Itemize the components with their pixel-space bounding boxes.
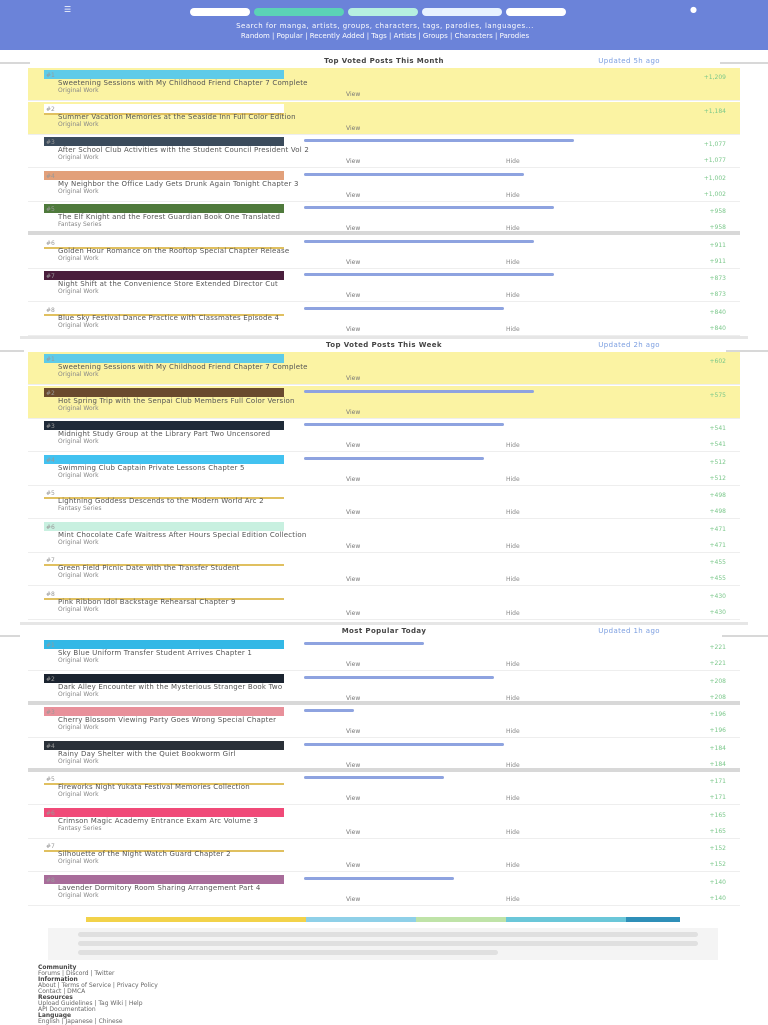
post-title[interactable]: Mint Chocolate Cafe Waitress After Hours Special Edition Collection: [58, 530, 307, 539]
post-title[interactable]: Summer Vacation Memories at the Seaside Inn Full Color Edition: [58, 112, 296, 121]
post-row[interactable]: [28, 806, 740, 839]
view-button[interactable]: View: [346, 761, 361, 769]
vote-score-secondary[interactable]: +196: [709, 727, 726, 734]
tag-color-bar: [86, 917, 680, 922]
vote-score-secondary[interactable]: +471: [709, 541, 726, 549]
nav-links[interactable]: Random | Popular | Recently Added | Tags | Artists | Groups | Characters | Parodies: [240, 32, 530, 40]
footer-links[interactable]: Contact | DMCA: [38, 988, 86, 995]
vote-score-secondary[interactable]: +541: [709, 441, 726, 448]
hide-button[interactable]: Hide: [506, 728, 520, 735]
footer-links[interactable]: English | Japanese | Chinese: [38, 1018, 123, 1025]
tag-link-bar[interactable]: [304, 206, 554, 209]
hide-button[interactable]: Hide: [506, 694, 520, 702]
post-rank: #7: [46, 843, 55, 850]
hide-button[interactable]: Hide: [506, 191, 520, 199]
post-rank: #5: [46, 206, 55, 213]
vote-score[interactable]: +140: [709, 878, 726, 886]
tag-link-bar[interactable]: [304, 642, 424, 645]
post-row[interactable]: [28, 453, 740, 486]
post-category[interactable]: Original Work: [58, 690, 99, 698]
hide-button[interactable]: Hide: [506, 292, 520, 299]
post-thumbnail[interactable]: [44, 875, 284, 884]
footer-links[interactable]: Forums | Discord | Twitter: [38, 970, 115, 977]
vote-score-secondary[interactable]: +430: [709, 608, 726, 616]
post-rank: #8: [46, 876, 55, 884]
logo-shape: [190, 8, 250, 16]
section-title: [28, 340, 740, 350]
footer-heading: Resources: [38, 994, 73, 1001]
post-rank: #7: [46, 557, 55, 564]
vote-score[interactable]: +196: [709, 711, 726, 718]
post-rank: #4: [46, 742, 55, 750]
post-thumbnail[interactable]: [44, 354, 284, 363]
view-button[interactable]: View: [346, 694, 361, 702]
vote-score[interactable]: +1,002: [703, 174, 726, 182]
hide-button[interactable]: Hide: [506, 258, 520, 266]
tag-color-segment: [506, 917, 626, 922]
post-category[interactable]: Fantasy Series: [58, 824, 102, 832]
tag-link-bar[interactable]: [304, 877, 454, 880]
view-button[interactable]: View: [346, 795, 361, 802]
post-rank: #2: [46, 389, 55, 397]
vote-score[interactable]: +455: [709, 559, 726, 566]
post-thumbnail[interactable]: [44, 674, 284, 683]
post-category[interactable]: Original Work: [58, 154, 99, 161]
post-thumbnail[interactable]: [44, 137, 284, 146]
section-divider: [20, 622, 748, 625]
post-title[interactable]: Sweetening Sessions with My Childhood Friend Chapter 7 Complete: [58, 79, 308, 87]
tag-link-bar[interactable]: [304, 743, 504, 746]
post-title[interactable]: The Elf Knight and the Forest Guardian Book One Translated: [58, 213, 281, 221]
post-thumbnail[interactable]: [44, 204, 284, 213]
footer-heading: Language: [38, 1012, 72, 1019]
post-title[interactable]: Rainy Day Shelter with the Quiet Bookworm Girl: [58, 749, 236, 758]
vote-score-secondary[interactable]: +165: [709, 827, 726, 835]
view-button[interactable]: View: [346, 576, 361, 583]
logo-shape: [348, 8, 418, 16]
logo-shape: [422, 8, 502, 16]
post-rank: #7: [46, 273, 55, 280]
view-button[interactable]: View: [346, 191, 361, 199]
vote-score[interactable]: +840: [709, 308, 726, 316]
vote-score[interactable]: +575: [709, 391, 726, 399]
post-title[interactable]: Dark Alley Encounter with the Mysterious Stranger Book Two: [58, 682, 283, 691]
view-button[interactable]: View: [346, 609, 361, 617]
post-thumbnail[interactable]: [44, 455, 284, 464]
post-row[interactable]: [28, 839, 740, 872]
vote-score-secondary[interactable]: +1,002: [703, 190, 726, 198]
vote-score[interactable]: +430: [709, 592, 726, 600]
post-rank: #4: [46, 172, 55, 180]
post-rank: #3: [46, 423, 55, 430]
post-row[interactable]: [28, 672, 740, 705]
post-thumbnail[interactable]: [44, 640, 284, 649]
footer-heading: Information: [38, 976, 78, 983]
view-button[interactable]: View: [346, 828, 361, 836]
vote-score[interactable]: +498: [709, 492, 726, 499]
hide-button[interactable]: Hide: [506, 509, 520, 516]
post-rank: #5: [46, 776, 55, 783]
view-button[interactable]: View: [346, 475, 361, 483]
post-category[interactable]: Original Work: [58, 757, 99, 765]
tag-color-segment: [626, 917, 680, 922]
post-title[interactable]: Lightning Goddess Descends to the Modern World Arc 2: [58, 497, 264, 505]
section-updated: Updated 5h ago: [598, 57, 660, 65]
post-thumbnail[interactable]: [44, 808, 284, 817]
post-thumbnail[interactable]: [44, 522, 284, 531]
view-button[interactable]: View: [346, 375, 361, 382]
section-updated: Updated 2h ago: [598, 341, 660, 349]
post-title[interactable]: Sweetening Sessions with My Childhood Friend Chapter 7 Complete: [58, 363, 308, 371]
view-button[interactable]: View: [346, 895, 361, 903]
hide-button[interactable]: Hide: [506, 158, 520, 165]
tag-row[interactable]: [78, 941, 698, 946]
post-rank: #8: [46, 306, 55, 314]
post-row[interactable]: [28, 587, 740, 620]
hide-button[interactable]: Hide: [506, 576, 520, 583]
search-hint[interactable]: Search for manga, artists, groups, characters, tags, parodies, languages...: [236, 22, 534, 30]
post-category[interactable]: Original Work: [58, 321, 99, 329]
tag-color-segment: [306, 917, 416, 922]
view-button[interactable]: View: [346, 862, 361, 869]
post-title[interactable]: Sky Blue Uniform Transfer Student Arrives Chapter 1: [58, 649, 253, 657]
post-row[interactable]: [28, 386, 740, 419]
hide-button[interactable]: Hide: [506, 225, 520, 232]
post-rank: #1: [46, 72, 55, 79]
view-button[interactable]: View: [346, 292, 361, 299]
post-rank: #3: [46, 139, 55, 146]
post-category[interactable]: Original Work: [58, 538, 99, 546]
vote-score[interactable]: +165: [709, 811, 726, 819]
post-title[interactable]: Green Field Picnic Date with the Transfer Student: [58, 564, 240, 572]
post-category[interactable]: Original Work: [58, 791, 99, 798]
post-row[interactable]: [28, 169, 740, 202]
hide-button[interactable]: Hide: [506, 828, 520, 836]
tag-link-bar[interactable]: [304, 307, 504, 310]
post-rank: #2: [46, 675, 55, 683]
post-title[interactable]: Hot Spring Trip with the Senpai Club Members Full Color Version: [58, 396, 295, 405]
post-rank: #3: [46, 709, 55, 716]
post-title[interactable]: Night Shift at the Convenience Store Extended Director Cut: [58, 280, 278, 288]
post-row[interactable]: [28, 520, 740, 553]
vote-score[interactable]: +958: [709, 208, 726, 215]
post-rank: #6: [46, 523, 55, 531]
vote-score[interactable]: +1,077: [703, 141, 726, 148]
side-decoration: [0, 350, 24, 352]
hide-button[interactable]: Hide: [506, 895, 520, 903]
side-decoration: [726, 350, 768, 352]
tag-link-bar[interactable]: [304, 776, 444, 779]
post-rank: #8: [46, 590, 55, 598]
post-row[interactable]: [28, 873, 740, 906]
vote-score-secondary[interactable]: +455: [709, 575, 726, 582]
vote-score-secondary[interactable]: +958: [709, 224, 726, 231]
hide-button[interactable]: Hide: [506, 325, 520, 333]
vote-score[interactable]: +1,184: [703, 107, 726, 115]
post-row[interactable]: [28, 419, 740, 452]
section-updated: Updated 1h ago: [598, 627, 660, 635]
post-thumbnail[interactable]: [44, 388, 284, 397]
hide-button[interactable]: Hide: [506, 795, 520, 802]
section-title: [28, 56, 740, 66]
section-title: [28, 626, 740, 636]
post-thumbnail[interactable]: [44, 741, 284, 750]
hide-button[interactable]: Hide: [506, 609, 520, 617]
post-category[interactable]: Original Work: [58, 471, 99, 479]
post-category[interactable]: Original Work: [58, 371, 99, 378]
view-button[interactable]: View: [346, 442, 361, 449]
post-title[interactable]: After School Club Activities with the Student Council President Vol 2: [58, 146, 309, 154]
vote-score-secondary[interactable]: +512: [709, 474, 726, 482]
vote-score[interactable]: +152: [709, 845, 726, 852]
tag-link-bar[interactable]: [304, 139, 574, 142]
tag-color-segment: [416, 917, 506, 922]
menu-icon[interactable]: ☰: [64, 5, 72, 14]
vote-score[interactable]: +541: [709, 425, 726, 432]
tag-link-bar[interactable]: [304, 676, 494, 679]
popular-tags-panel: [48, 928, 718, 960]
post-category[interactable]: Original Work: [58, 288, 99, 295]
vote-score[interactable]: +184: [709, 744, 726, 752]
post-category[interactable]: Original Work: [58, 87, 99, 94]
post-row[interactable]: [28, 486, 740, 519]
section-title-text: Top Voted Posts This Week: [326, 341, 442, 349]
footer-links[interactable]: About | Terms of Service | Privacy Policy: [38, 982, 158, 989]
post-row[interactable]: [28, 303, 740, 336]
post-rank: #5: [46, 490, 55, 497]
section-divider: [20, 336, 748, 339]
tag-link-bar[interactable]: [304, 709, 354, 712]
footer-heading: Community: [38, 964, 77, 971]
footer-links[interactable]: Upload Guidelines | Tag Wiki | Help: [38, 1000, 143, 1007]
hide-button[interactable]: Hide: [506, 542, 520, 550]
post-row[interactable]: [28, 638, 740, 671]
post-title[interactable]: Silhouette of the Night Watch Guard Chapter 2: [58, 850, 231, 858]
tag-link-bar[interactable]: [304, 423, 504, 426]
vote-score-secondary[interactable]: +208: [709, 693, 726, 701]
vote-score-secondary[interactable]: +911: [709, 257, 726, 265]
post-category[interactable]: Fantasy Series: [58, 505, 102, 512]
post-title[interactable]: Crimson Magic Academy Entrance Exam Arc Volume 3: [58, 816, 259, 825]
vote-score-secondary[interactable]: +498: [709, 508, 726, 515]
tag-link-bar[interactable]: [304, 390, 534, 393]
post-title[interactable]: Pink Ribbon Idol Backstage Rehearsal Chapter 9: [58, 597, 236, 606]
post-rank: #1: [46, 356, 55, 363]
post-category[interactable]: Original Work: [58, 120, 99, 128]
vote-score-secondary[interactable]: +221: [709, 660, 726, 667]
vote-score-secondary[interactable]: +171: [709, 794, 726, 801]
view-button[interactable]: View: [346, 124, 361, 132]
post-category[interactable]: Original Work: [58, 657, 99, 664]
vote-score[interactable]: +512: [709, 458, 726, 466]
vote-score[interactable]: +602: [709, 358, 726, 365]
post-thumbnail[interactable]: [44, 70, 284, 79]
tag-row[interactable]: [78, 950, 498, 955]
vote-score[interactable]: +171: [709, 778, 726, 785]
vote-score-secondary[interactable]: +140: [709, 894, 726, 902]
post-row[interactable]: [28, 705, 740, 738]
post-row[interactable]: [28, 269, 740, 302]
hide-button[interactable]: Hide: [506, 475, 520, 483]
vote-score-secondary[interactable]: +873: [709, 291, 726, 298]
vote-score-secondary[interactable]: +152: [709, 861, 726, 868]
post-row[interactable]: [28, 102, 740, 135]
view-button[interactable]: View: [346, 408, 361, 416]
hide-button[interactable]: Hide: [506, 761, 520, 769]
post-row[interactable]: [28, 68, 740, 101]
post-title[interactable]: Blue Sky Festival Dance Practice with Classmates Episode 4: [58, 313, 280, 322]
post-category[interactable]: Original Work: [58, 187, 99, 195]
tag-link-bar[interactable]: [304, 273, 554, 276]
logo-shape: [506, 8, 566, 16]
post-title[interactable]: Fireworks Night Yukata Festival Memories Collection: [58, 783, 250, 791]
vote-score[interactable]: +911: [709, 241, 726, 249]
post-category[interactable]: Original Work: [58, 858, 99, 865]
hide-button[interactable]: Hide: [506, 661, 520, 668]
post-category[interactable]: Original Work: [58, 438, 99, 445]
vote-score-secondary[interactable]: +184: [709, 760, 726, 768]
post-thumbnail[interactable]: [44, 271, 284, 280]
view-button[interactable]: View: [346, 509, 361, 516]
post-title[interactable]: Lavender Dormitory Room Sharing Arrangement Part 4: [58, 883, 261, 892]
post-rank: #6: [46, 239, 55, 247]
view-button[interactable]: View: [346, 542, 361, 550]
post-row[interactable]: [28, 772, 740, 805]
tag-row[interactable]: [78, 932, 698, 937]
post-rank: #1: [46, 642, 55, 649]
post-row[interactable]: [28, 135, 740, 168]
hide-button[interactable]: Hide: [506, 442, 520, 449]
hide-button[interactable]: Hide: [506, 862, 520, 869]
vote-score[interactable]: +873: [709, 275, 726, 282]
user-icon[interactable]: ●: [690, 5, 697, 14]
post-category[interactable]: Original Work: [58, 254, 99, 262]
post-category[interactable]: Original Work: [58, 572, 99, 579]
side-decoration: [722, 635, 768, 637]
post-row[interactable]: [28, 553, 740, 586]
post-category[interactable]: Original Work: [58, 724, 99, 731]
post-title[interactable]: Swimming Club Captain Private Lessons Chapter 5: [58, 463, 245, 472]
tag-link-bar[interactable]: [304, 240, 534, 243]
post-title[interactable]: Golden Hour Romance on the Rooftop Special Chapter Release: [58, 246, 290, 255]
tag-link-bar[interactable]: [304, 173, 524, 176]
post-category[interactable]: Original Work: [58, 891, 99, 899]
view-button[interactable]: View: [346, 158, 361, 165]
post-category[interactable]: Fantasy Series: [58, 221, 102, 228]
post-thumbnail[interactable]: [44, 707, 284, 716]
view-button[interactable]: View: [346, 258, 361, 266]
post-title[interactable]: Cherry Blossom Viewing Party Goes Wrong Special Chapter: [58, 716, 277, 724]
side-decoration: [720, 62, 768, 64]
post-row[interactable]: [28, 739, 740, 772]
view-button[interactable]: View: [346, 661, 361, 668]
post-rank: #4: [46, 456, 55, 464]
site-header: [0, 0, 768, 50]
view-button[interactable]: View: [346, 225, 361, 232]
vote-score-secondary[interactable]: +1,077: [703, 157, 726, 164]
section-title-text: Most Popular Today: [341, 627, 427, 635]
post-rank: #6: [46, 809, 55, 817]
post-rank: #2: [46, 105, 55, 113]
footer-links[interactable]: API Documentation: [38, 1006, 96, 1013]
vote-score[interactable]: +471: [709, 525, 726, 533]
view-button[interactable]: View: [346, 91, 361, 98]
vote-score-secondary[interactable]: +840: [709, 324, 726, 332]
side-decoration: [0, 62, 30, 64]
tag-link-bar[interactable]: [304, 457, 484, 460]
post-title[interactable]: My Neighbor the Office Lady Gets Drunk Again Tonight Chapter 3: [58, 179, 299, 188]
view-button[interactable]: View: [346, 728, 361, 735]
vote-score[interactable]: +208: [709, 677, 726, 685]
view-button[interactable]: View: [346, 325, 361, 333]
vote-score[interactable]: +1,209: [703, 74, 726, 81]
post-row[interactable]: [28, 202, 740, 235]
vote-score[interactable]: +221: [709, 644, 726, 651]
post-row[interactable]: [28, 352, 740, 385]
post-thumbnail[interactable]: [44, 421, 284, 430]
logo-shape: [254, 8, 344, 16]
post-thumbnail[interactable]: [44, 171, 284, 180]
section-title-text: Top Voted Posts This Month: [324, 57, 444, 65]
post-category[interactable]: Original Work: [58, 404, 99, 412]
post-category[interactable]: Original Work: [58, 605, 99, 613]
site-logo[interactable]: [190, 2, 580, 22]
side-decoration: [0, 635, 20, 637]
post-row[interactable]: [28, 236, 740, 269]
tag-color-segment: [86, 917, 306, 922]
post-title[interactable]: Midnight Study Group at the Library Part Two Uncensored: [58, 430, 271, 438]
